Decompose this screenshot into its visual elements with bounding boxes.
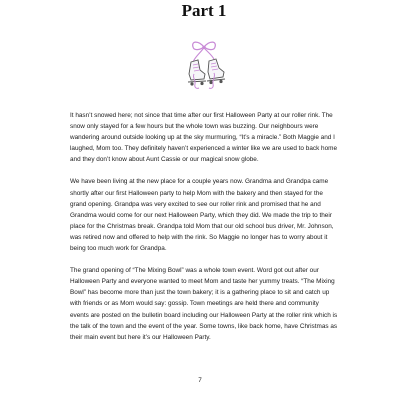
paragraph: The grand opening of “The Mixing Bowl” was a whole town event. Word got out after our Halloween Party and everyone wanted to meet Mom and taste her yummy treats. “The Mixing Bowl” has become more than just the town bakery; it is a gathering place to sit and catch up with friends or as Mom would say: gossip. Town meetings are held there and community events are posted on the bulletin board including our Halloween Party at the roller rink which is the talk of the town and the event of the year. Some towns, like back home, have Christmas as their main event but here it’s our Halloween Party. (70, 267, 338, 341)
left-skate-wheel (190, 82, 193, 85)
left-skate-boot (189, 60, 205, 80)
bow-loop-right (204, 42, 215, 50)
roller-skates-with-bow-icon (179, 38, 229, 94)
part-title: Part 1 (181, 1, 227, 20)
left-skate-blade (188, 81, 206, 82)
right-skate-wheel (209, 81, 212, 84)
left-skate-wheel (200, 82, 203, 85)
bow-loop-left (193, 42, 204, 50)
paragraph: It hasn’t snowed here; not since that time after our first Halloween Party at our roller rink. The snow only stayed for a few hours but the whole town was buzzing. Our neighbours were wandering around outside looking up at the sky murmuring, “It’s a miracle.” Both Maggie and I laughed, Mom too. They definitely haven’t experienced a winter like we are used to back home and they don’t know about Aunt Cassie or our magical snow globe. (70, 112, 338, 164)
paragraph: We have been living at the new place for a couple years now. Grandma and Grandpa came shortly after our first Halloween party to help Mom with the bakery and then stayed for the grand opening. Grandpa was very excited to see our roller rink and promised that he and Grandma would come for our next Halloween Party, which they did. We made the trip to their place for the Christmas break. Grandpa told Mom that our old school bus driver, Mr. Johnson, was retired now and offered to help with the rink. So Maggie no longer has to worry about it being too much work for Grandpa. (70, 178, 334, 253)
page-number: 7 (198, 377, 202, 384)
right-skate-wheel (219, 80, 222, 83)
